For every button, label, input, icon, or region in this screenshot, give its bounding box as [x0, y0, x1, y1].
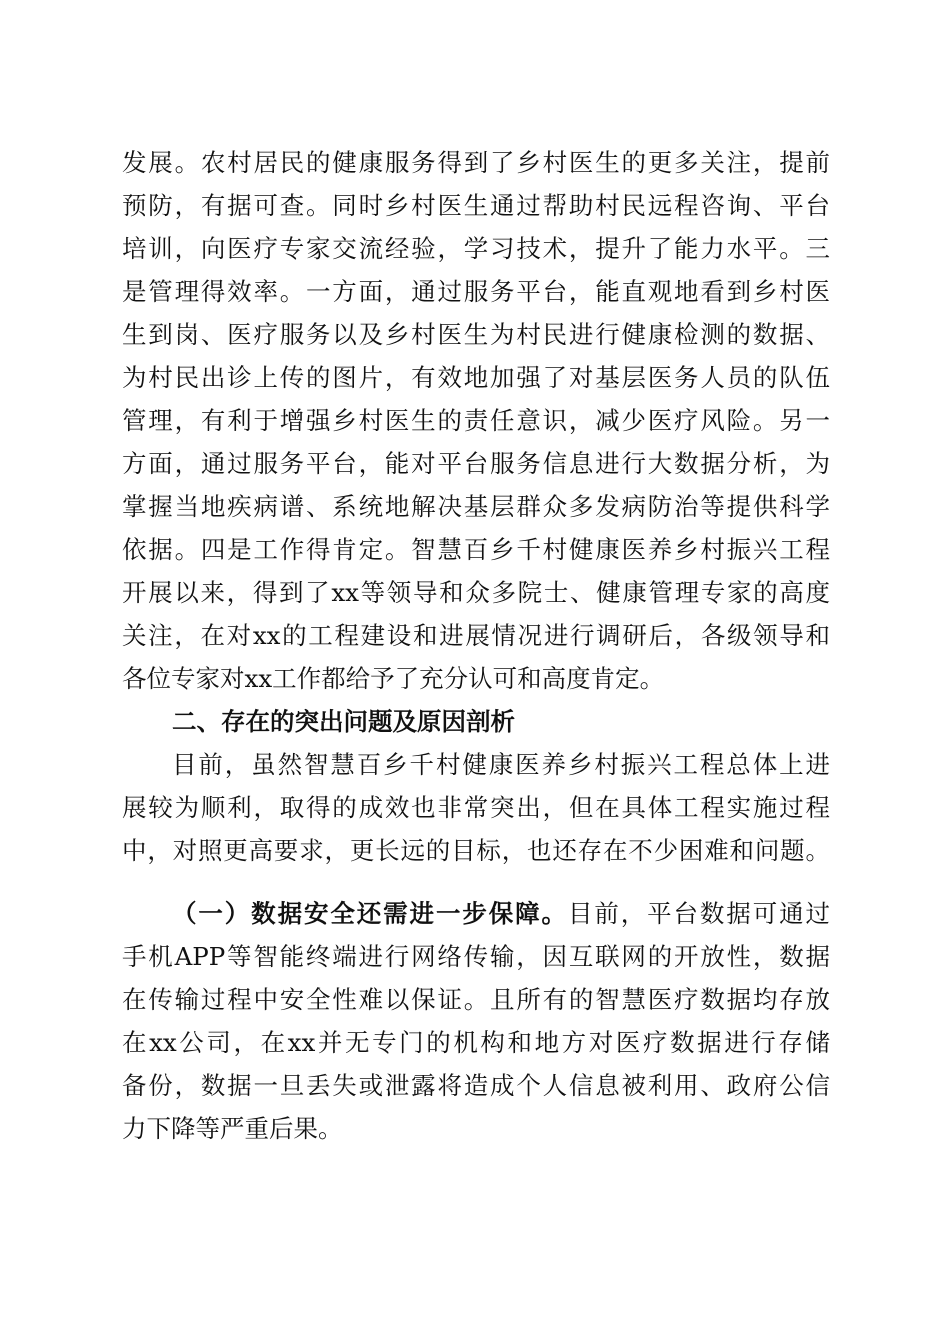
section-heading: 二、存在的突出问题及原因剖析 — [172, 707, 515, 736]
paragraph-line: 预防，有据可查。同时乡村医生通过帮助村民远程咨询、平台 — [122, 191, 830, 220]
paragraph-line: 开展以来，得到了xx等领导和众多院士、健康管理专家的高度 — [122, 578, 830, 607]
paragraph-line: 依据。四是工作得肯定。智慧百乡千村健康医养乡村振兴工程 — [122, 535, 830, 564]
paragraph-line: 备份，数据一旦丢失或泄露将造成个人信息被利用、政府公信 — [122, 1071, 830, 1100]
paragraph-first-line — [172, 892, 830, 936]
paragraph-line: 中，对照更高要求，更长远的目标，也还存在不少困难和问题。 — [122, 836, 830, 865]
paragraph-line: 各位专家对xx工作都给予了充分认可和高度肯定。 — [122, 664, 665, 693]
paragraph-line: 培训，向医疗专家交流经验，学习技术，提升了能力水平。三 — [122, 234, 830, 263]
paragraph-line: 掌握当地疾病谱、系统地解决基层群众多发病防治等提供科学 — [122, 492, 830, 521]
paragraph-line: 力下降等严重后果。 — [122, 1114, 343, 1143]
paragraph-line: 方面，通过服务平台，能对平台服务信息进行大数据分析，为 — [122, 449, 830, 478]
paragraph-line: 关注，在对xx的工程建设和进展情况进行调研后，各级领导和 — [122, 621, 830, 650]
paragraph-line: 管理，有利于增强乡村医生的责任意识，减少医疗风险。另一 — [122, 406, 830, 435]
paragraph-line: 为村民出诊上传的图片，有效地加强了对基层医务人员的队伍 — [122, 363, 830, 392]
subsection-title: （一）数据安全还需进一步保障。 — [172, 899, 568, 928]
paragraph-line: 生到岗、医疗服务以及乡村医生为村民进行健康检测的数据、 — [122, 320, 830, 349]
paragraph-line: 展较为顺利，取得的成效也非常突出，但在具体工程实施过程 — [122, 793, 830, 822]
paragraph-line: 目前，虽然智慧百乡千村健康医养乡村振兴工程总体上进 — [172, 750, 830, 779]
paragraph-line: 是管理得效率。一方面，通过服务平台，能直观地看到乡村医 — [122, 277, 830, 306]
paragraph-line: 发展。农村居民的健康服务得到了乡村医生的更多关注，提前 — [122, 148, 830, 177]
paragraph-text: 目前，平台数据可通过 — [567, 899, 830, 928]
paragraph-line: 在传输过程中安全性难以保证。且所有的智慧医疗数据均存放 — [122, 985, 830, 1014]
paragraph-line: 在xx公司，在xx并无专门的机构和地方对医疗数据进行存储 — [122, 1028, 830, 1057]
paragraph-line: 手机APP等智能终端进行网络传输，因互联网的开放性，数据 — [122, 942, 830, 971]
